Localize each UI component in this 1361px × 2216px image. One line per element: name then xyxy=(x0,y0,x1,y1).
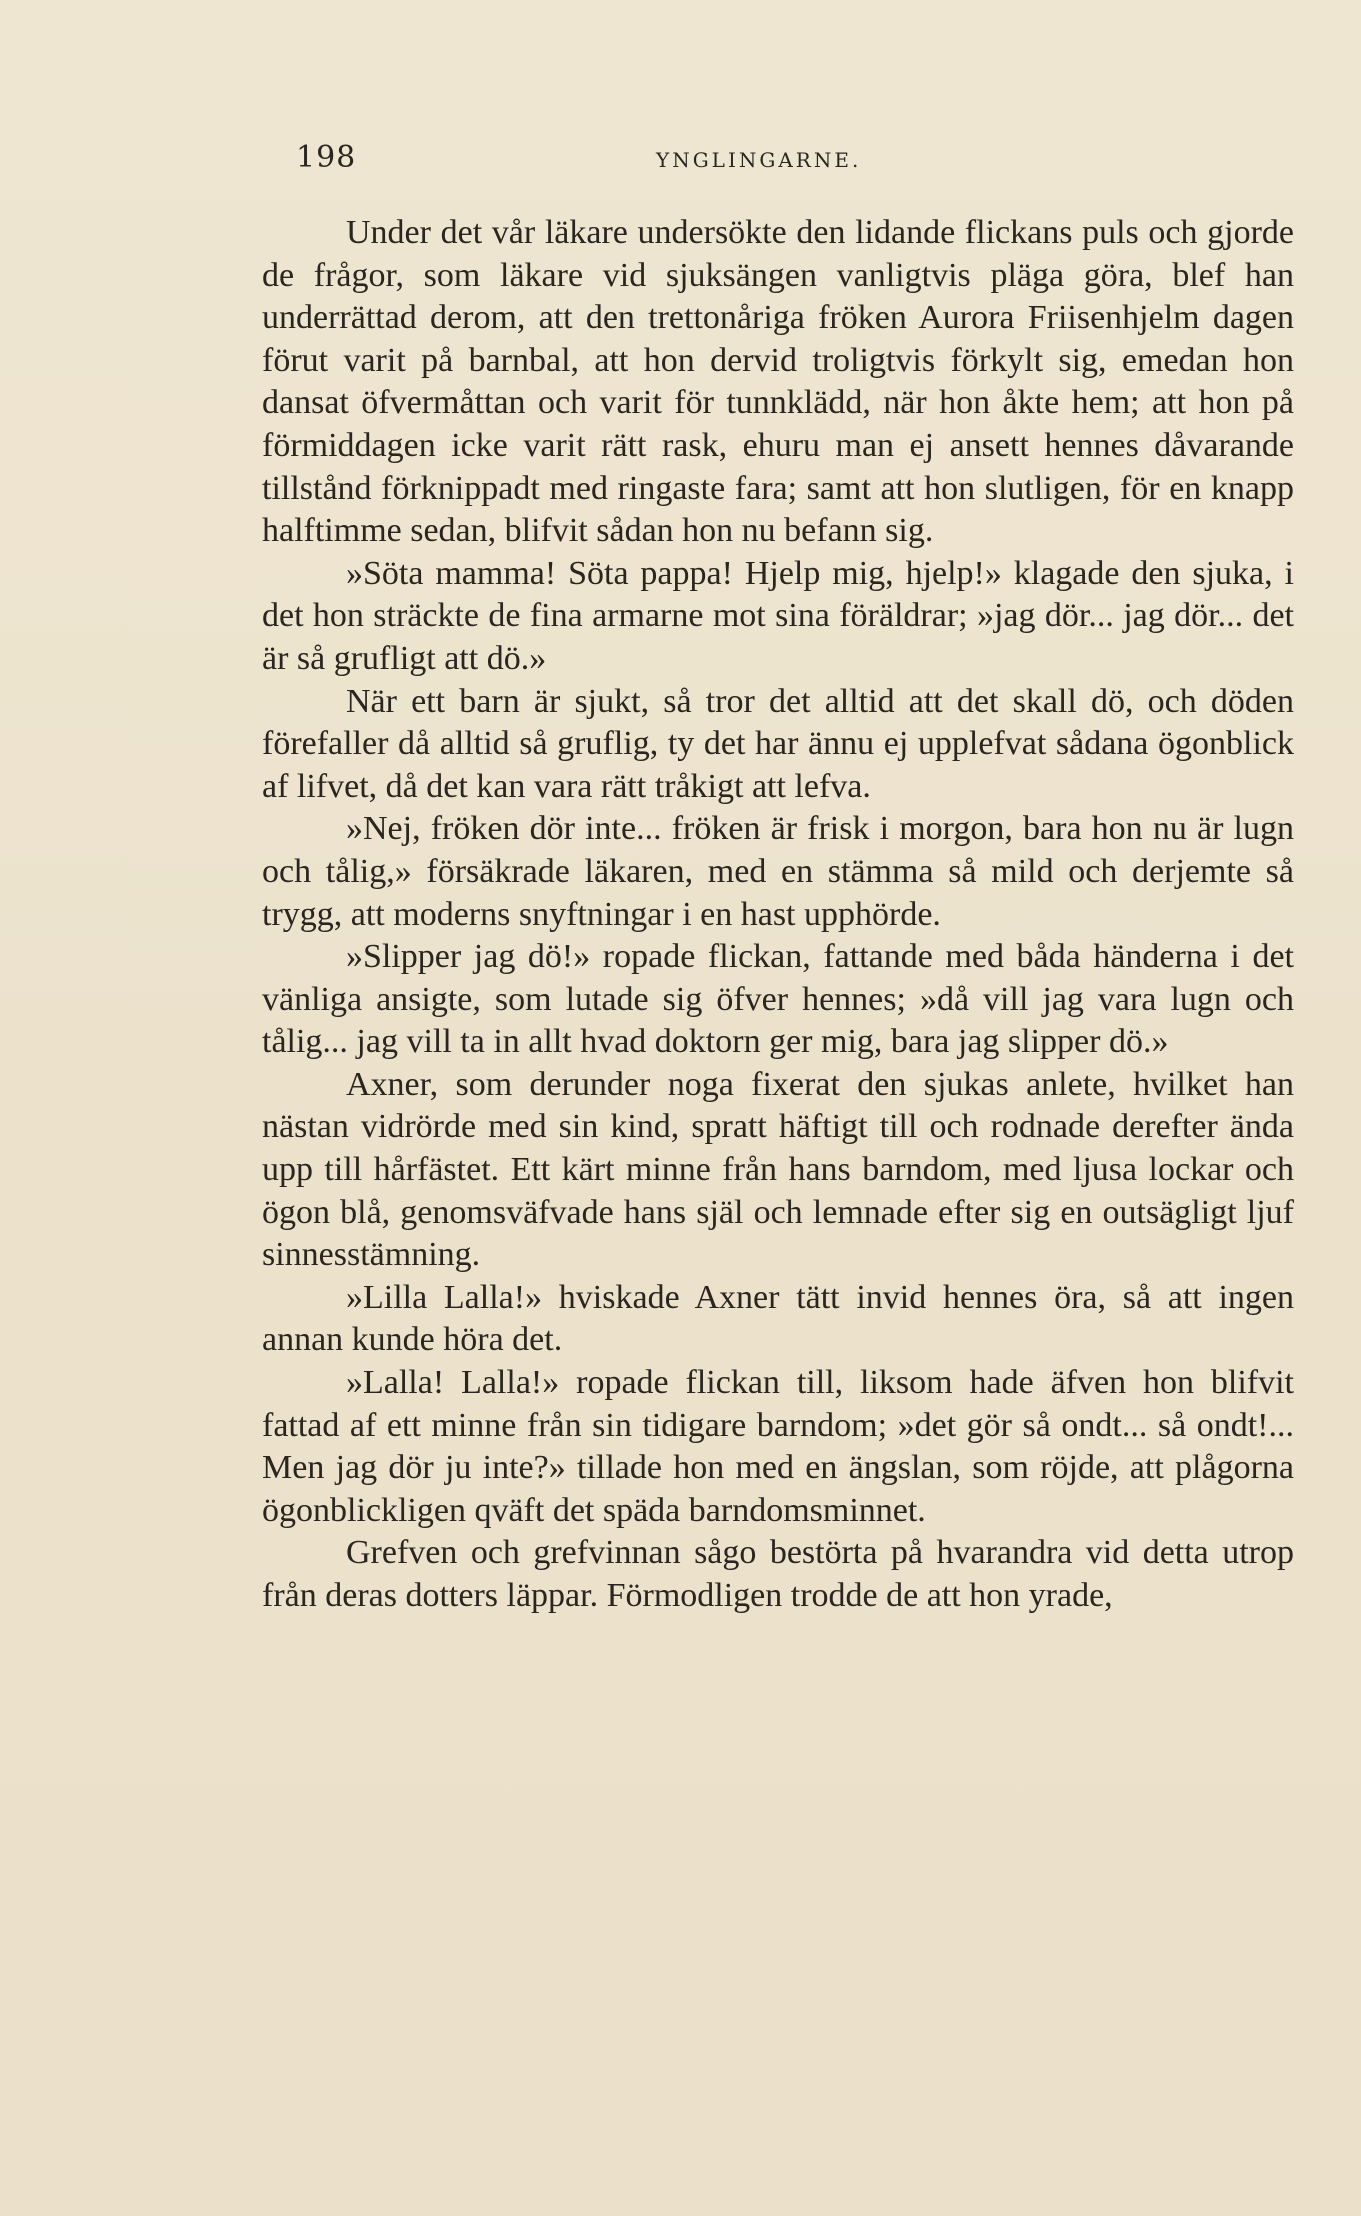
page-number: 198 xyxy=(296,140,357,175)
paragraph: Under det vår läkare undersökte den lidande flickans puls och gjorde de frågor, som läkare vid sjuksängen vanligtvis pläga göra, blef han underrättad derom, att den trettonåriga fröken Aurora Friisenhjelm dagen förut varit på barnbal, att hon dervid troligtvis förkylt sig, emedan hon dansat öfvermåttan och varit för tunnklädd, när hon åkte hem; att hon på förmiddagen icke varit rätt rask, ehuru man ej ansett hennes dåvarande tillstånd förknippadt med ringaste fara; samt att hon slutligen, för en knapp halftimme sedan, blifvit sådan hon nu befann sig. xyxy=(262,214,1294,550)
paragraph: »Lilla Lalla!» hviskade Axner tätt invid hennes öra, så att ingen annan kunde höra det. xyxy=(262,1278,1294,1359)
paragraph: Grefven och grefvinnan sågo bestörta på hvarandra vid detta utrop från deras dotters läppar. Förmodligen trodde de att hon yrade, xyxy=(262,1534,1294,1614)
body-text xyxy=(262,212,1294,1618)
running-title: YNGLINGARNE. xyxy=(656,148,862,172)
paragraph: »Lalla! Lalla!» ropade flickan till, liksom hade äfven hon blifvit fattad af ett minne från sin tidigare barndom; »det gör så ondt... så ondt!... Men jag dör ju inte?» tillade hon med en ängslan, som röjde, att plågorna ögonblickligen qväft det späda barndomsminnet. xyxy=(262,1364,1294,1529)
running-head xyxy=(296,140,1296,180)
paragraph: »Slipper jag dö!» ropade flickan, fattande med båda händerna i det vänliga ansigte, som lutade sig öfver hennes; »då vill jag vara lugn och tålig... jag vill ta in allt hvad doktorn ger mig, bara jag slipper dö.» xyxy=(262,938,1294,1061)
paragraph: När ett barn är sjukt, så tror det alltid att det skall dö, och döden förefaller då alltid så gruflig, ty det har ännu ej upplefvat sådana ögonblick af lifvet, då det kan vara rätt tråkigt att lefva. xyxy=(262,682,1294,805)
paragraph: »Nej, fröken dör inte... fröken är frisk i morgon, bara hon nu är lugn och tålig,» försäkrade läkaren, med en stämma så mild och derjemte så trygg, att moderns snyftningar i en hast upphörde. xyxy=(262,810,1294,933)
paragraph: »Söta mamma! Söta pappa! Hjelp mig, hjelp!» klagade den sjuka, i det hon sträckte de fina armarne mot sina föräldrar; »jag dör... jag dör... det är så grufligt att dö.» xyxy=(262,554,1294,677)
paragraph: Axner, som derunder noga fixerat den sjukas anlete, hvilket han nästan vidrörde med sin kind, spratt häftigt till och rodnade derefter ända upp till hårfästet. Ett kärt minne från hans barndom, med ljusa lockar och ögon blå, genomsväfvade hans själ och lemnade efter sig en outsägligt ljuf sinnesstämning. xyxy=(262,1065,1294,1274)
